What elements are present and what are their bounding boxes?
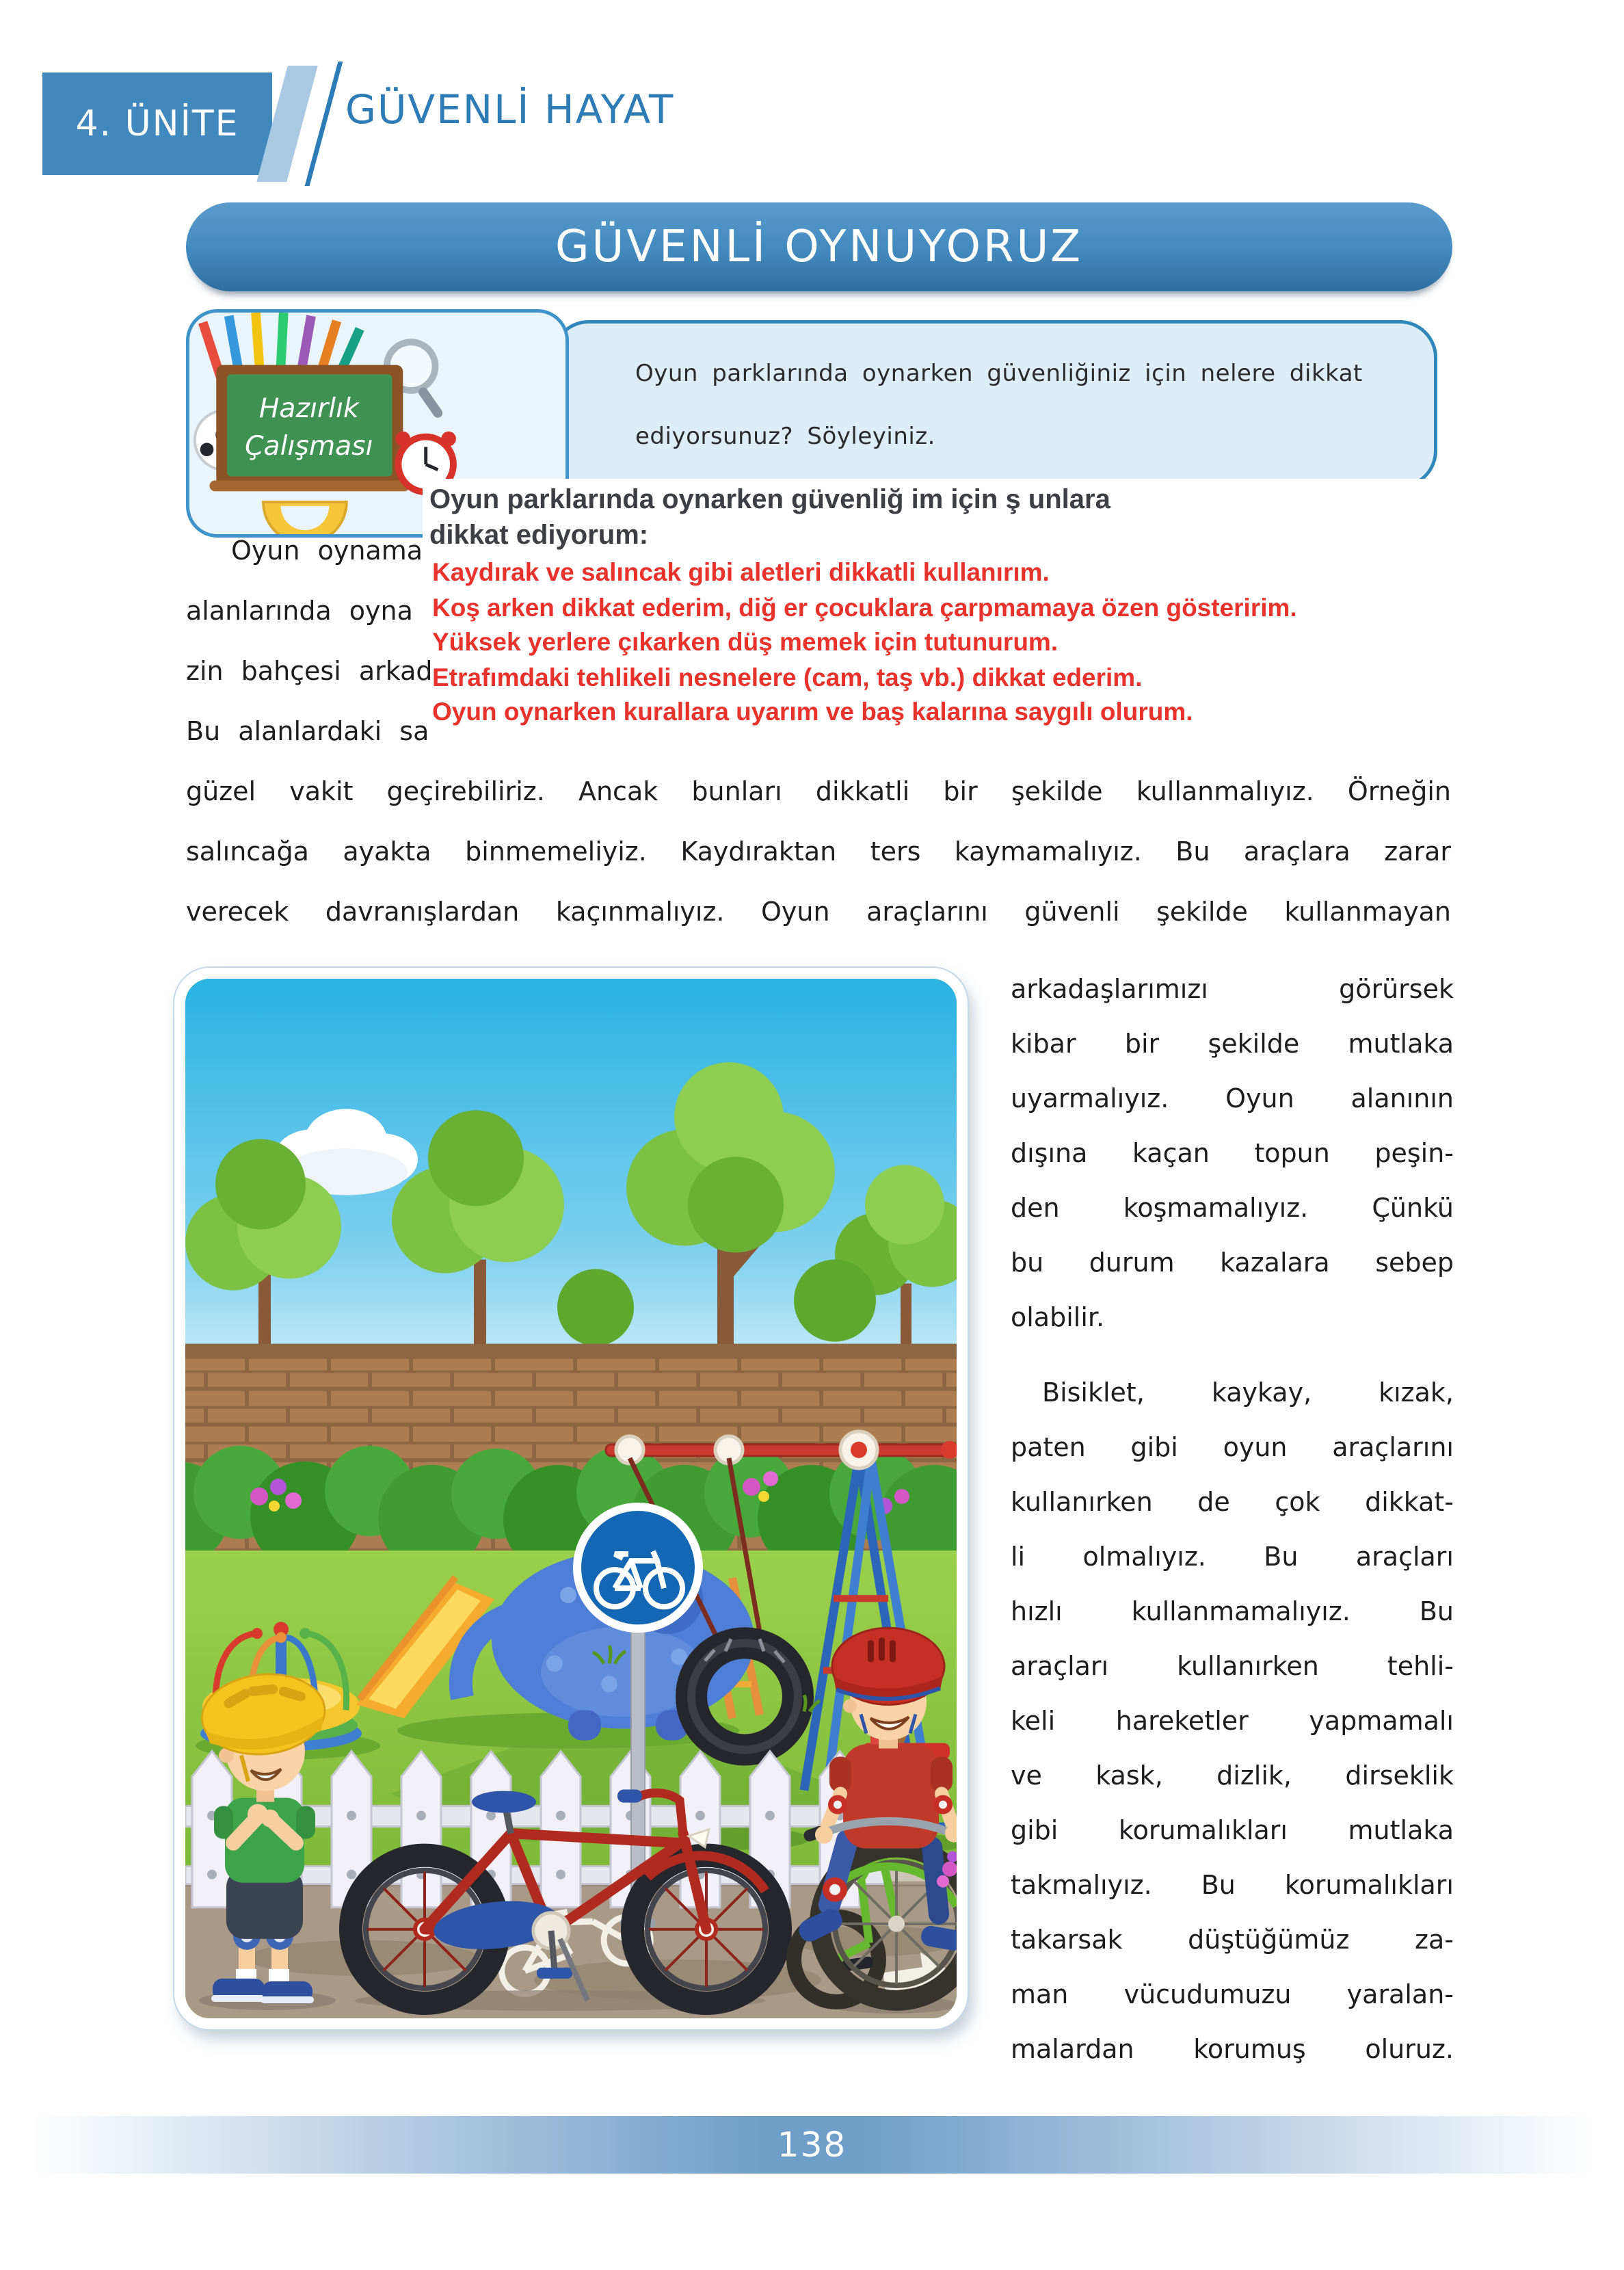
- prep-question-line: Oyun parklarında oynarken güvenliğiniz için nelere dikkat: [635, 360, 1363, 387]
- column-text-line: uyarmalıyız. Oyun alanının: [1011, 1083, 1454, 1113]
- column-text-line: malardan korumuş oluruz.: [1011, 2034, 1454, 2064]
- answer-item: Yüksek yerlere çıkarken düş memek için tutunurum.: [432, 628, 1059, 656]
- chalkboard: [209, 365, 410, 492]
- answer-item: Oyun oynarken kurallara uyarım ve baş kalarına saygılı olurum.: [432, 698, 1193, 726]
- column-text-line: olabilir.: [1011, 1302, 1105, 1332]
- body-text-line: salıncağa ayakta binmemeliyiz. Kaydıraktan ters kaymamalıyız. Bu araçlara zarar: [186, 836, 1451, 867]
- unit-number-label: 4. ÜNİTE: [75, 103, 239, 144]
- body-text-fragment: alanlarında oyna: [186, 596, 413, 626]
- prep-question-line: ediyorsunuz? Söyleyiniz.: [635, 423, 935, 450]
- body-text-fragment: zin bahçesi arkad: [186, 656, 433, 686]
- answer-item: Koş arken dikkat ederim, diğ er çocuklara çarpmamaya özen gösteririm.: [432, 594, 1297, 622]
- lesson-title-banner: [186, 202, 1452, 291]
- column-text-line: man vücudumuzu yaralan-: [1011, 1979, 1454, 2009]
- column-text-line: dışına kaçan topun peşin-: [1011, 1138, 1454, 1168]
- playground-illustration: [185, 979, 957, 2018]
- unit-number-box: [42, 72, 272, 175]
- column-text-line: paten gibi oyun araçlarını: [1011, 1432, 1454, 1462]
- body-text-line: verecek davranışlardan kaçınmalıyız. Oyun araçlarını güvenli şekilde kullanmayan: [186, 897, 1451, 927]
- column-text-line: gibi korumalıkları mutlaka: [1011, 1815, 1454, 1845]
- column-text-line: arkadaşlarımızı görürsek: [1011, 974, 1454, 1004]
- column-text-line: bu durum kazalara sebep: [1011, 1248, 1454, 1278]
- prep-question-bubble: [551, 320, 1437, 488]
- column-text-line: takarsak düştüğümüz za-: [1011, 1925, 1454, 1955]
- column-text-line: li olmalıyız. Bu araçları: [1011, 1542, 1454, 1572]
- column-text-line: araçları kullanırken tehli-: [1011, 1651, 1454, 1681]
- column-text-line: kullanırken de çok dikkat-: [1011, 1487, 1454, 1517]
- prep-board-label: Çalışması: [245, 431, 373, 462]
- body-text-line: güzel vakit geçirebiliriz. Ancak bunları dikkatli bir şekilde kullanmalıyız. Örneğin: [186, 776, 1451, 806]
- column-text-line: ve kask, dizlik, dirseklik: [1011, 1760, 1454, 1791]
- answer-heading: dikkat ediyorum:: [429, 520, 649, 550]
- prep-board-label: Hazırlık: [258, 393, 359, 425]
- column-text-line: kibar bir şekilde mutlaka: [1011, 1029, 1454, 1059]
- lesson-title: GÜVENLİ OYNUYORUZ: [555, 222, 1084, 272]
- column-text-line: Bisiklet, kaykay, kızak,: [1042, 1377, 1454, 1408]
- column-text-line: keli hareketler yapmamalı: [1011, 1706, 1454, 1736]
- column-text-line: den koşmamalıyız. Çünkü: [1011, 1193, 1454, 1223]
- answer-item: Etrafımdaki tehlikeli nesnelere (cam, taş vb.) dikkat ederim.: [432, 663, 1143, 691]
- answer-item: Kaydırak ve salıncak gibi aletleri dikkatli kullanırım.: [432, 558, 1050, 586]
- page-footer: [0, 2116, 1624, 2174]
- body-text-fragment: Oyun oynama: [231, 536, 423, 566]
- page-number: 138: [777, 2125, 847, 2165]
- playground-figure: [174, 968, 968, 2029]
- column-text-line: takmalıyız. Bu korumalıkları: [1011, 1870, 1454, 1900]
- answer-heading: Oyun parklarında oynarken güvenliğ im için ş unlara: [429, 484, 1110, 514]
- body-text-fragment: Bu alanlardaki sa: [186, 716, 429, 746]
- column-text-line: hızlı kullanmamalıyız. Bu: [1011, 1596, 1454, 1626]
- typed-answer-overlay: [423, 479, 1435, 766]
- unit-title: GÜVENLİ HAYAT: [345, 86, 675, 133]
